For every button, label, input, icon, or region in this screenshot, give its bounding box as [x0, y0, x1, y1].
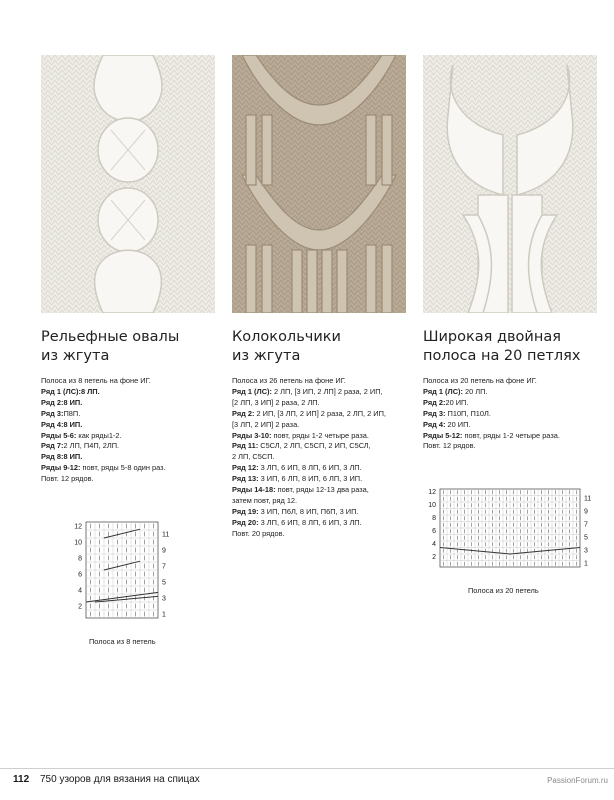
title-line: полоса на 20 петлях — [423, 348, 581, 364]
row-text: Полоса из 20 петель на фоне ИГ. — [423, 376, 537, 385]
instruction-line — [41, 463, 221, 474]
instruction-line — [41, 387, 221, 398]
title-line: Колокольчики — [232, 329, 341, 345]
row-label: Ряды 5-6: — [41, 430, 77, 440]
instruction-line — [423, 420, 603, 431]
row-text: 2 ИП, [3 ЛП, 2 ИП] 2 раза, 2 ЛП, 2 ИП, — [254, 408, 386, 418]
row-number-right: 7 — [584, 521, 588, 529]
row-text: Повт. 20 рядов. — [232, 528, 285, 538]
row-number-left: 2 — [432, 554, 436, 562]
row-text: 3 ИП, 6 ЛП, 8 ИП, 6 ЛП, 3 ИП. — [258, 474, 363, 484]
row-text: повт, ряды 12-13 два раза, — [275, 485, 369, 495]
row-label: Ряды 14-18: — [232, 485, 276, 495]
row-text: Повт. 12 рядов. — [41, 474, 94, 484]
row-number-right: 5 — [584, 534, 588, 542]
chart-caption: Полоса из 20 петель — [468, 586, 539, 595]
row-label: Ряд 13: — [232, 474, 259, 484]
instruction-line — [232, 409, 412, 420]
instruction-line — [232, 485, 412, 496]
pattern-title-oval-cables — [41, 328, 226, 366]
row-text: Полоса из 8 петель на фоне ИГ. — [41, 376, 151, 385]
row-text: 3 ИП, П6Л, 8 ИП, П6П, 3 ИП. — [258, 506, 359, 516]
row-text: повт, ряды 1-2 четыре раза. — [462, 430, 560, 440]
row-number-right: 9 — [584, 508, 588, 516]
row-number-left: 4 — [78, 587, 82, 595]
row-label: Ряд 1 (ЛС): — [232, 386, 272, 396]
instruction-line — [41, 474, 221, 485]
instructions-bell-cables — [232, 376, 412, 540]
row-number-left: 8 — [432, 515, 436, 523]
instruction-line — [41, 431, 221, 442]
row-text: 2 ЛП, [3 ИП, 2 ЛП] 2 раза, 2 ИП, — [271, 386, 383, 396]
row-label: Ряд 3: — [423, 408, 446, 418]
row-text: 20 ИП. — [445, 419, 471, 429]
chart-caption: Полоса из 8 петель — [89, 637, 156, 646]
pattern-title-bell-cables — [232, 328, 417, 366]
instruction-line — [232, 420, 412, 431]
row-label: Ряд 12: — [232, 463, 259, 473]
row-label: Ряд 2:8 ИП. — [41, 397, 83, 407]
row-number-right: 1 — [584, 560, 588, 568]
row-text: [3 ЛП, 2 ИП] 2 раза. — [232, 419, 300, 429]
row-text: затем повт, ряд 12. — [232, 495, 298, 505]
row-number-left: 4 — [432, 541, 436, 549]
title-line: из жгута — [232, 348, 301, 364]
row-text: Полоса из 26 петель на фоне ИГ. — [232, 376, 346, 385]
swatch-photo-oval-cables — [41, 55, 215, 313]
row-number-right: 11 — [162, 531, 170, 539]
row-number-right: 1 — [162, 611, 166, 619]
row-number-right: 3 — [162, 595, 166, 603]
knitting-chart-wide-double-cable — [418, 485, 598, 581]
row-text: П10П, П10Л. — [445, 408, 491, 418]
instruction-line — [423, 431, 603, 442]
instruction-line — [232, 398, 412, 409]
instructions-wide-double-cable — [423, 376, 603, 452]
row-text: С5СЛ, 2 ЛП, С5СП, 2 ИП, С5СЛ, — [258, 441, 371, 451]
instruction-line — [232, 431, 412, 442]
row-number-right: 5 — [162, 579, 166, 587]
instruction-line — [423, 441, 603, 452]
instruction-line — [423, 398, 603, 409]
instruction-line — [232, 387, 412, 398]
row-text: 3 ЛП, 6 ИП, 8 ЛП, 6 ИП, 3 ЛП. — [258, 463, 362, 473]
instruction-line — [232, 441, 412, 452]
row-text: 20 ЛП. — [462, 386, 488, 396]
row-number-left: 12 — [74, 523, 82, 531]
row-number-left: 6 — [78, 571, 82, 579]
row-text: 2 ЛП, П4П, 2ЛП. — [63, 441, 120, 451]
instruction-line — [232, 376, 412, 387]
instruction-line — [232, 474, 412, 485]
row-number-left: 10 — [74, 539, 82, 547]
footer-divider — [0, 768, 614, 769]
instruction-line — [423, 409, 603, 420]
instruction-line — [41, 441, 221, 452]
row-number-left: 12 — [428, 489, 436, 497]
row-label: Ряд 2: — [423, 397, 446, 407]
row-label: Ряд 8:8 ИП. — [41, 452, 83, 462]
instruction-line — [232, 529, 412, 540]
row-label: Ряд 1 (ЛС): — [423, 386, 463, 396]
row-number-right: 7 — [162, 563, 166, 571]
row-label: Ряды 5-12: — [423, 430, 463, 440]
instruction-line — [41, 398, 221, 409]
instruction-line — [232, 518, 412, 529]
instruction-line — [41, 376, 221, 387]
row-number-left: 8 — [78, 555, 82, 563]
row-text: 20 ИП. — [445, 397, 469, 407]
row-label: Ряд 4: — [423, 419, 446, 429]
instructions-oval-cables — [41, 376, 221, 485]
page-number: 112 — [13, 774, 30, 785]
row-text: как ряды1-2. — [76, 430, 122, 440]
instruction-line — [423, 376, 603, 387]
row-text: Повт. 12 рядов. — [423, 441, 476, 451]
row-label: Ряды 9-12: — [41, 463, 81, 473]
row-label: Ряды 3-10: — [232, 430, 272, 440]
swatch-photo-wide-double-cable — [423, 55, 597, 313]
title-line: Рельефные овалы — [41, 329, 180, 345]
watermark: PassionForum.ru — [547, 776, 608, 785]
knitting-chart-oval-cables — [62, 518, 182, 636]
row-label: Ряд 4:8 ИП. — [41, 419, 83, 429]
row-label: Ряд 2: — [232, 408, 255, 418]
instruction-line — [41, 420, 221, 431]
instruction-line — [232, 496, 412, 507]
book-title: 750 узоров для вязания на спицах — [40, 774, 200, 785]
row-text: 3 ЛП, 6 ИП, 8 ЛП, 6 ИП, 3 ЛП. — [258, 517, 362, 527]
row-number-right: 9 — [162, 547, 166, 555]
row-text: П8П. — [63, 408, 81, 418]
row-number-right: 11 — [584, 495, 592, 503]
row-number-left: 10 — [428, 502, 436, 510]
row-label: Ряд 20: — [232, 517, 259, 527]
pattern-title-wide-double-cable — [423, 328, 608, 366]
instruction-line — [41, 409, 221, 420]
instruction-line — [423, 387, 603, 398]
row-label: Ряд 7: — [41, 441, 64, 451]
row-label: Ряд 19: — [232, 506, 259, 516]
row-text: [2 ЛП, 3 ИП] 2 раза, 2 ЛП. — [232, 397, 320, 407]
row-label: Ряд 1 (ЛС):8 ЛП. — [41, 386, 100, 396]
row-number-right: 3 — [584, 547, 588, 555]
instruction-line — [232, 463, 412, 474]
title-line: Широкая двойная — [423, 329, 561, 345]
instruction-line — [41, 452, 221, 463]
instruction-line — [232, 452, 412, 463]
row-label: Ряд 3: — [41, 408, 64, 418]
row-text: повт, ряды 5-8 один раз. — [80, 463, 166, 473]
row-number-left: 2 — [78, 603, 82, 611]
row-number-left: 6 — [432, 528, 436, 536]
swatch-photo-bell-cables — [232, 55, 406, 313]
row-label: Ряд 11: — [232, 441, 259, 451]
row-text: 2 ЛП, С5СП. — [232, 452, 275, 462]
instruction-line — [232, 507, 412, 518]
row-text: повт, ряды 1-2 четыре раза. — [271, 430, 369, 440]
title-line: из жгута — [41, 348, 110, 364]
